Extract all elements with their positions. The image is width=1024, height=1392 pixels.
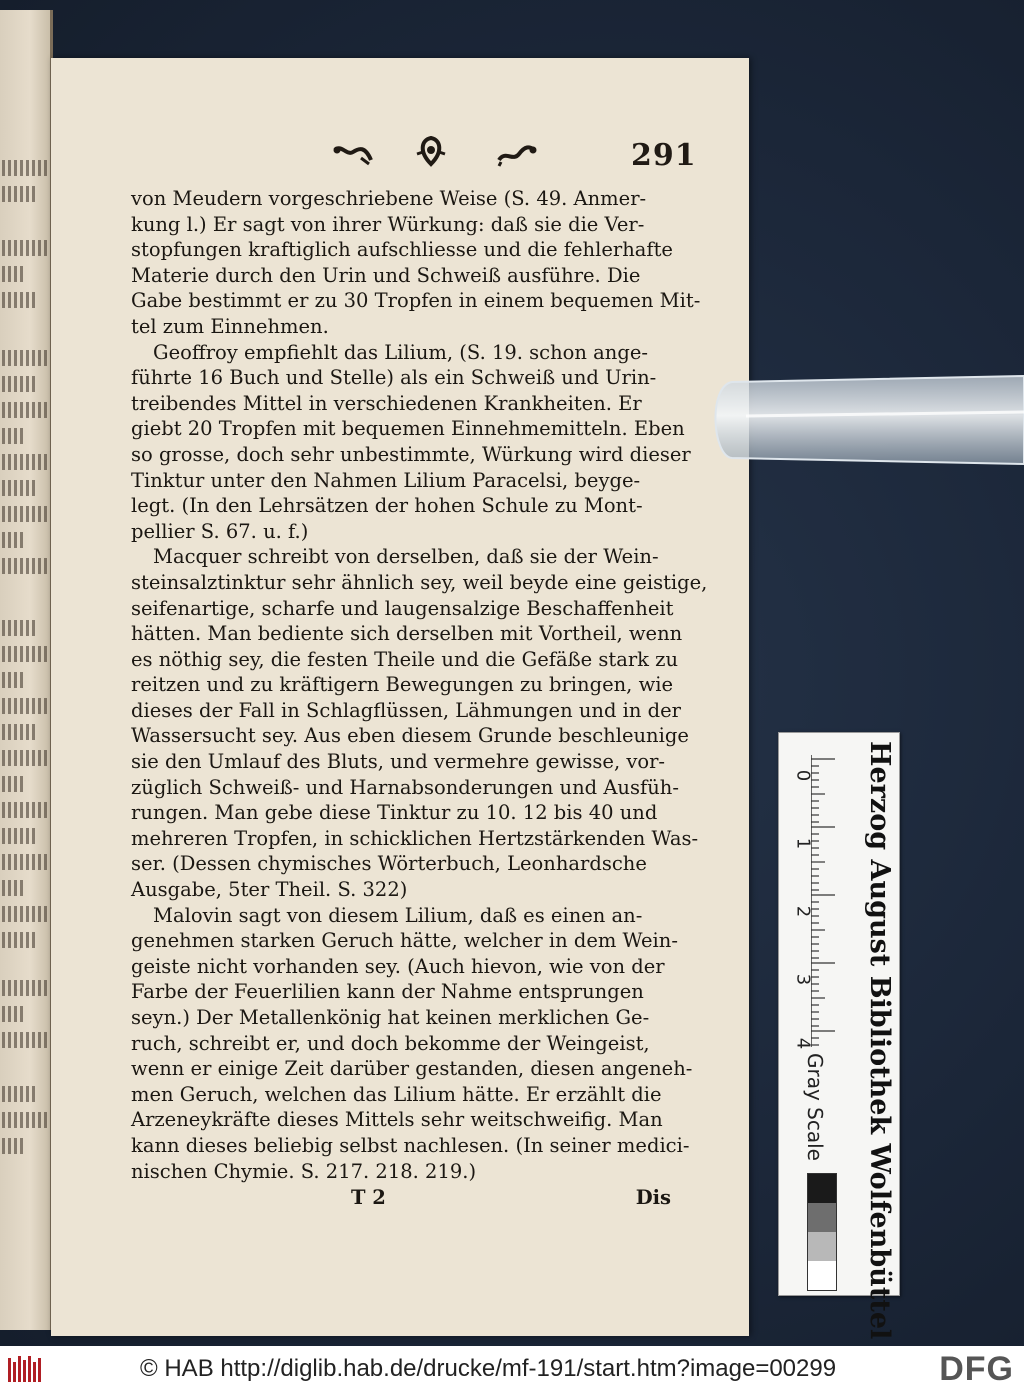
text-line: hätten. Man bediente sich derselben mit Vortheil, wenn — [131, 622, 683, 646]
cm-ruler — [789, 755, 835, 1050]
text-line: Gabe bestimmt er zu 30 Tropfen in einem bequemen Mit- — [131, 289, 701, 313]
grayscale-swatches — [807, 1173, 837, 1291]
color-scale-card — [778, 732, 900, 1340]
text-line: kann dieses beliebig selbst nachlesen. (In seiner medici- — [131, 1133, 690, 1157]
text-line: geiste nicht vorhanden sey. (Auch hievon, wie von der — [131, 954, 665, 978]
text-line: von Meudern vorgeschriebene Weise (S. 49. Anmer- — [131, 187, 647, 210]
text-line: rungen. Man gebe diese Tinktur zu 10. 12 bis 40 und — [131, 801, 658, 825]
catchline — [351, 1186, 671, 1216]
text-line: seyn.) Der Metallenkönig hat keinen merklichen Ge- — [131, 1006, 650, 1029]
gray-swatch — [808, 1232, 836, 1261]
catchword: Dis — [635, 1186, 671, 1209]
text-line: Farbe der Feuerlilien kann der Nahme entsprungen — [131, 980, 644, 1004]
page-header — [281, 134, 697, 174]
text-line: seifenartige, scharfe und laugensalzige Beschaffenheit — [131, 596, 674, 620]
glass-plate — [706, 372, 1024, 468]
text-line: giebt 20 Tropfen mit bequemen Einnehmemitteln. Eben — [131, 417, 685, 441]
text-line: Malovin sagt von diesem Lilium, daß es einen an- — [153, 903, 643, 927]
text-line: Wassersucht sey. Aus eben diesem Grunde beschleunige — [131, 724, 689, 748]
text-line: Macquer schreibt von derselben, daß sie der Wein- — [153, 545, 659, 569]
text-line: wenn er einige Zeit darüber gestanden, diesen angeneh- — [131, 1057, 693, 1081]
text-line: Tinktur unter den Nahmen Lilium Paracelsi, beyge- — [131, 468, 641, 492]
ornament-icon — [331, 142, 375, 168]
text-line: Ausgabe, 5ter Theil. S. 322) — [131, 878, 408, 902]
text-line: reitzen und zu kräftigern Bewegungen zu bringen, wie — [131, 673, 674, 697]
text-line: men Geruch, welchen das Lilium hätte. Er erzählt die — [131, 1082, 662, 1106]
ruler-number: 3 — [792, 973, 814, 986]
text-line: ser. (Dessen chymisches Wörterbuch, Leonhardsche — [131, 852, 647, 876]
text-line: nischen Chymie. S. 217. 218. 219.) — [131, 1159, 477, 1183]
text-line: ruch, schreibt er, und doch bekomme der Weingeist, — [131, 1031, 650, 1055]
grayscale-label: Gray Scale — [803, 1053, 827, 1161]
text-line: steinsalztinktur sehr ähnlich sey, weil beyde eine geistige, — [131, 570, 708, 594]
ruler-number: 1 — [792, 837, 814, 850]
page-number: 291 — [631, 138, 697, 173]
gray-swatch — [808, 1261, 836, 1290]
text-line: Arzeneykräfte dieses Mittels sehr weitschweifig. Man — [131, 1108, 663, 1132]
text-line: es nöthig sey, die festen Theile und die Gefäße stark zu — [131, 647, 679, 671]
text-line: stopfungen kraftiglich aufschliesse und die fehlerhafte — [131, 238, 673, 262]
text-line: führte 16 Buch und Stelle) als ein Schweiß und Urin- — [131, 366, 657, 390]
hab-logo-icon — [8, 1354, 42, 1384]
adjacent-page-edge — [0, 10, 53, 1330]
ornament-icon — [495, 142, 539, 168]
text-line: legt. (In den Lehrsätzen der hohen Schule zu Mont- — [131, 494, 643, 518]
text-line: pellier S. 67. u. f.) — [131, 519, 309, 543]
text-line: züglich Schweiß- und Harnabsonderungen und Ausfüh- — [131, 775, 679, 799]
text-line: so grosse, doch sehr unbestimmte, Würkung wird dieser — [131, 442, 691, 466]
ruler-number: 0 — [792, 769, 814, 782]
ruler-number: 2 — [792, 905, 814, 918]
gray-swatch — [808, 1203, 836, 1232]
ruler-number: 4 — [792, 1037, 814, 1050]
text-line: tel zum Einnehmen. — [131, 314, 329, 338]
footer-bar — [0, 1346, 1024, 1392]
book-page — [51, 58, 749, 1336]
text-line: treibendes Mittel in verschiedenen Krankheiten. Er — [131, 391, 642, 415]
text-line: mehreren Tropfen, in schicklichen Hertzstärkenden Was- — [131, 826, 699, 850]
ornament-icon — [413, 134, 449, 170]
copyright-url[interactable]: © HAB http://diglib.hab.de/drucke/mf-191/start.htm?image=00299 — [140, 1355, 837, 1382]
signature-mark: T 2 — [351, 1186, 386, 1209]
text-line: dieses der Fall in Schlagflüssen, Lähmungen und in der — [131, 698, 681, 722]
body-text — [131, 186, 708, 1184]
institution-name: Herzog August Bibliothek Wolfenbüttel — [864, 741, 895, 1340]
text-line: genehmen starken Geruch hätte, welcher in dem Wein- — [131, 929, 678, 953]
text-line: kung l.) Er sagt von ihrer Würkung: daß sie die Ver- — [131, 212, 645, 236]
text-line: Geoffroy empfiehlt das Lilium, (S. 19. schon ange- — [153, 340, 648, 364]
text-line: sie den Umlauf des Bluts, und vermehre gewisse, vor- — [131, 750, 666, 774]
gray-swatch — [808, 1174, 836, 1203]
text-line: Materie durch den Urin und Schweiß ausführe. Die — [131, 263, 641, 287]
ruler-ticks — [811, 755, 835, 1047]
dfg-logo: DFG — [939, 1350, 1014, 1388]
